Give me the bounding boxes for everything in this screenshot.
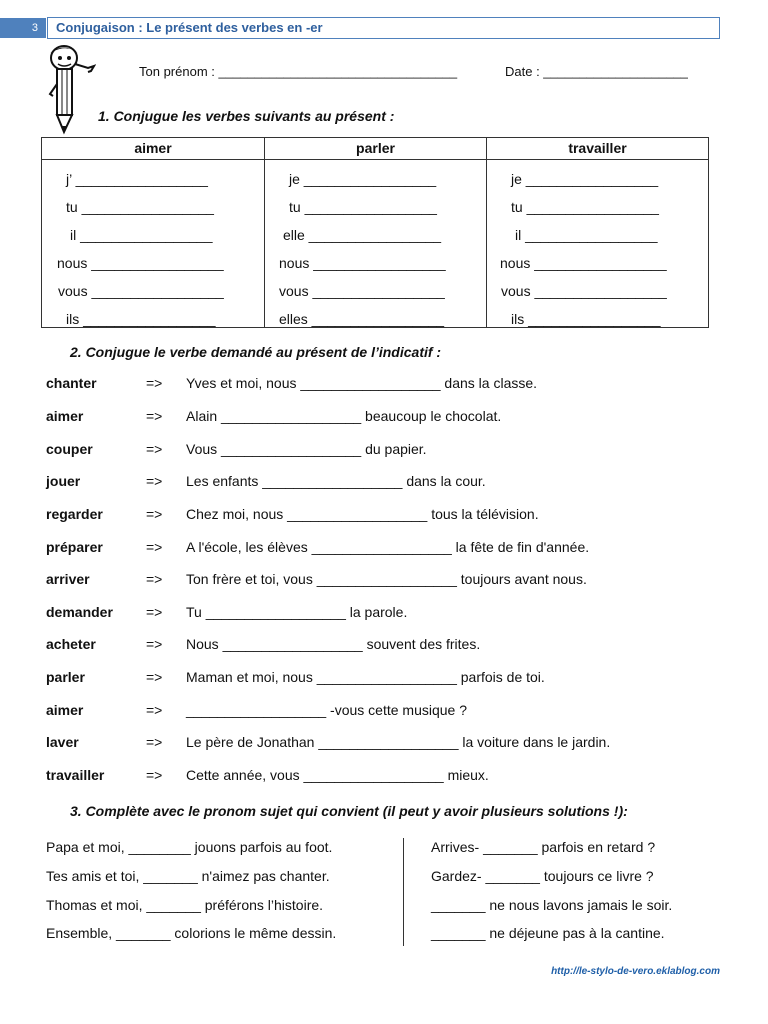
infinitive-verb: jouer: [46, 473, 81, 489]
exercise-sentence: Vous __________________ du papier.: [186, 441, 427, 457]
exercise-sentence: Chez moi, nous __________________ tous la télévision.: [186, 506, 539, 522]
infinitive-verb: parler: [46, 669, 85, 685]
arrow-symbol: =>: [146, 473, 163, 489]
pronoun-exercise-line: Thomas et moi, _______ préférons l’histoire.: [46, 897, 324, 913]
pronoun-exercise-line: _______ ne déjeune pas à la cantine.: [431, 925, 665, 941]
first-name-field-label: Ton prénom : _________________________________: [139, 64, 458, 79]
infinitive-verb: préparer: [46, 539, 103, 555]
conjugation-line: je _________________: [511, 171, 659, 187]
conjugation-line: je _________________: [289, 171, 437, 187]
arrow-symbol: =>: [146, 669, 163, 685]
pronoun-exercise-line: Papa et moi, ________ jouons parfois au foot.: [46, 839, 333, 855]
arrow-symbol: =>: [146, 408, 163, 424]
section-3-title: 3. Complète avec le pronom sujet qui convient (il peut y avoir plusieurs solutions !):: [70, 803, 628, 819]
arrow-symbol: =>: [146, 702, 163, 718]
infinitive-verb: arriver: [46, 571, 90, 587]
arrow-symbol: =>: [146, 636, 163, 652]
conjugation-line: il _________________: [515, 227, 658, 243]
pronoun-exercise-line: Tes amis et toi, _______ n'aimez pas chanter.: [46, 868, 330, 884]
arrow-symbol: =>: [146, 539, 163, 555]
infinitive-verb: aimer: [46, 408, 84, 424]
conjugation-line: tu _________________: [511, 199, 659, 215]
conjugation-line: vous _________________: [501, 283, 667, 299]
exercise-sentence: A l'école, les élèves __________________ la fête de fin d'année.: [186, 539, 590, 555]
conjugation-table: [41, 137, 709, 328]
infinitive-verb: demander: [46, 604, 113, 620]
exercise-sentence: __________________ -vous cette musique ?: [186, 702, 467, 718]
arrow-symbol: =>: [146, 441, 163, 457]
infinitive-verb: acheter: [46, 636, 96, 652]
conjugation-column: [265, 138, 487, 327]
exercise-sentence: Yves et moi, nous __________________ dans la classe.: [186, 375, 538, 391]
arrow-symbol: =>: [146, 571, 163, 587]
pencil-mascot-icon: [44, 44, 96, 136]
page-title: Conjugaison : Le présent des verbes en -er: [47, 17, 720, 39]
section-2-title: 2. Conjugue le verbe demandé au présent de l’indicatif :: [70, 344, 442, 360]
conjugation-line: vous _________________: [58, 283, 224, 299]
arrow-symbol: =>: [146, 767, 163, 783]
page-number: 3: [0, 18, 46, 38]
arrow-symbol: =>: [146, 604, 163, 620]
pronoun-exercise-line: Gardez- _______ toujours ce livre ?: [431, 868, 654, 884]
pronoun-exercise-line: Arrives- _______ parfois en retard ?: [431, 839, 656, 855]
source-link[interactable]: http://le-stylo-de-vero.eklablog.com: [551, 966, 720, 977]
conjugation-line: tu _________________: [66, 199, 214, 215]
conjugation-line: vous _________________: [279, 283, 445, 299]
conjugation-line: tu _________________: [289, 199, 437, 215]
infinitive-verb: travailler: [46, 767, 105, 783]
conjugation-line: j’ _________________: [66, 171, 208, 187]
infinitive-verb: couper: [46, 441, 93, 457]
exercise-sentence: Nous __________________ souvent des frites.: [186, 636, 481, 652]
conjugation-line: nous _________________: [57, 255, 224, 271]
conjugation-line: elle _________________: [283, 227, 442, 243]
conjugation-line: ils _________________: [66, 311, 216, 327]
conjugation-line: elles _________________: [279, 311, 445, 327]
column-verb-header: aimer: [42, 138, 264, 160]
pronoun-exercise-line: Ensemble, _______ colorions le même dessin.: [46, 925, 337, 941]
exercise-sentence: Le père de Jonathan __________________ la voiture dans le jardin.: [186, 734, 611, 750]
column-verb-header: parler: [265, 138, 486, 160]
section-1-title: 1. Conjugue les verbes suivants au présent :: [98, 108, 395, 124]
conjugation-line: ils _________________: [511, 311, 661, 327]
infinitive-verb: laver: [46, 734, 79, 750]
infinitive-verb: regarder: [46, 506, 103, 522]
infinitive-verb: chanter: [46, 375, 97, 391]
arrow-symbol: =>: [146, 506, 163, 522]
exercise-sentence: Tu __________________ la parole.: [186, 604, 408, 620]
date-field-label: Date : ____________________: [505, 64, 688, 79]
conjugation-line: il _________________: [70, 227, 213, 243]
arrow-symbol: =>: [146, 734, 163, 750]
conjugation-line: nous _________________: [500, 255, 667, 271]
exercise-sentence: Cette année, vous __________________ mieux.: [186, 767, 489, 783]
conjugation-column: [42, 138, 265, 327]
pronoun-exercise-line: _______ ne nous lavons jamais le soir.: [431, 897, 673, 913]
conjugation-column: [487, 138, 708, 327]
exercise-sentence: Les enfants __________________ dans la cour.: [186, 473, 486, 489]
exercise-sentence: Ton frère et toi, vous __________________ toujours avant nous.: [186, 571, 587, 587]
conjugation-line: nous _________________: [279, 255, 446, 271]
column-verb-header: travailler: [487, 138, 708, 160]
exercise-sentence: Alain __________________ beaucoup le chocolat.: [186, 408, 502, 424]
column-divider: [403, 838, 404, 946]
infinitive-verb: aimer: [46, 702, 84, 718]
arrow-symbol: =>: [146, 375, 163, 391]
exercise-sentence: Maman et moi, nous __________________ parfois de toi.: [186, 669, 545, 685]
